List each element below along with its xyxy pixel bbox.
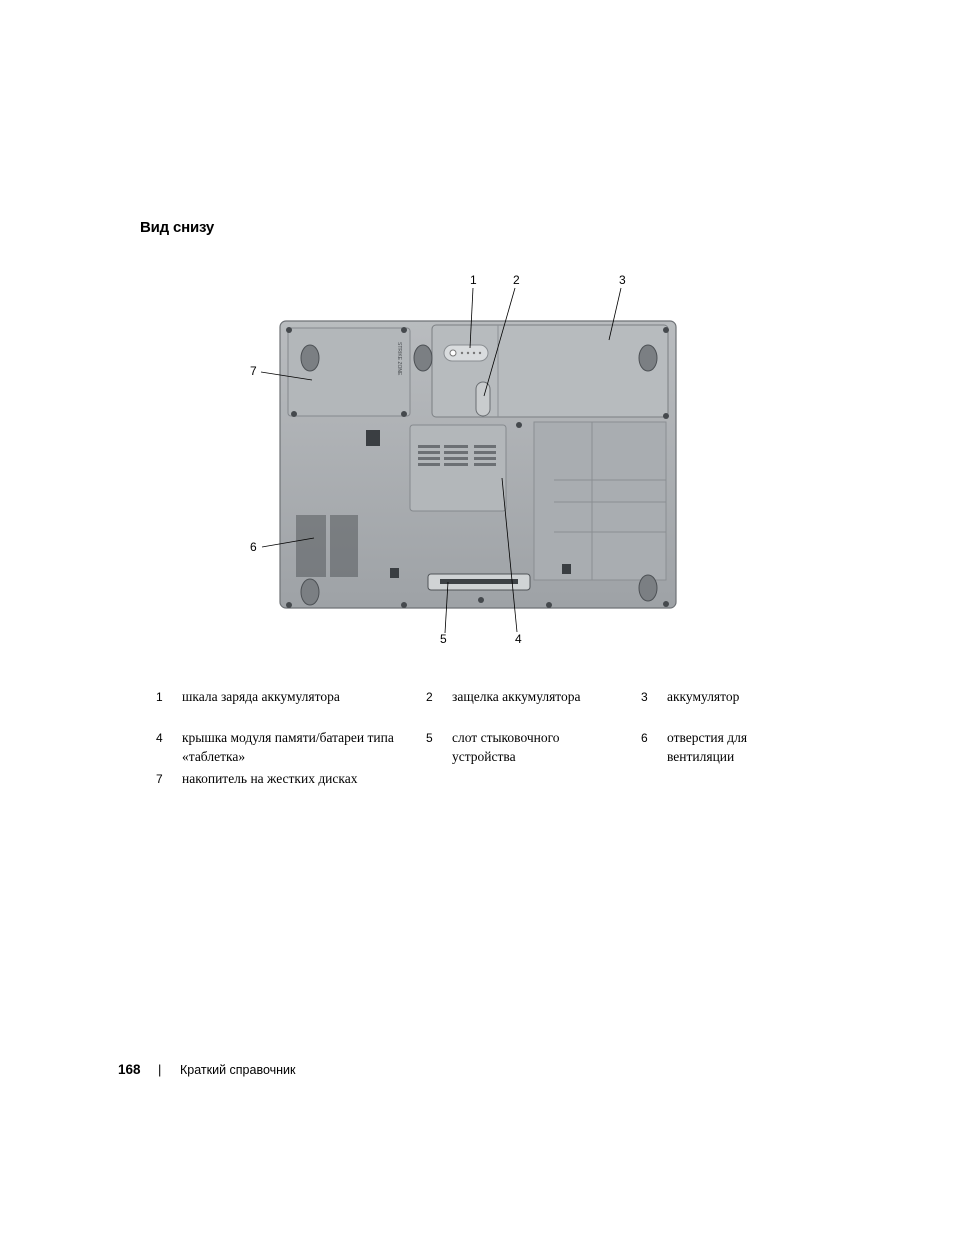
laptop-bottom-illustration — [244, 270, 684, 650]
laptop-bottom-figure — [244, 270, 684, 650]
page-number: 168 — [118, 1062, 141, 1077]
legend-row — [150, 688, 790, 729]
battery-latch — [476, 382, 490, 416]
ribbed-area — [534, 422, 666, 580]
legend-row — [150, 729, 790, 770]
memory-cover — [410, 425, 506, 511]
footer-separator: | — [158, 1062, 162, 1077]
strike-zone-label: STRIKE ZONE — [396, 342, 402, 376]
callout-3: 3 — [619, 273, 626, 287]
legend-number: 7 — [156, 772, 163, 786]
legend-number: 6 — [641, 731, 648, 745]
legend-text: крышка модуля памяти/батареи типа «таблетка» — [182, 730, 394, 764]
callout-4: 4 — [515, 632, 522, 646]
legend-table — [150, 688, 790, 794]
callout-1: 1 — [470, 273, 477, 287]
legend-number: 1 — [156, 690, 163, 704]
legend-text: аккумулятор — [667, 689, 740, 704]
callout-7: 7 — [250, 364, 257, 378]
battery-panel — [432, 325, 668, 417]
callout-6: 6 — [250, 540, 257, 554]
footer-title: Краткий справочник — [180, 1063, 296, 1077]
legend-number: 5 — [426, 731, 433, 745]
legend-text: защелка аккумулятора — [452, 689, 581, 704]
legend-number: 3 — [641, 690, 648, 704]
section-heading: Вид снизу — [140, 219, 214, 236]
legend-text: отверстия для вентиляции — [667, 730, 748, 764]
legend-text: слот стыковочного устройства — [452, 730, 560, 764]
legend-number: 4 — [156, 731, 163, 745]
legend-number: 2 — [426, 690, 433, 704]
legend-text: шкала заряда аккумулятора — [182, 689, 340, 704]
callout-5: 5 — [440, 632, 447, 646]
callout-2: 2 — [513, 273, 520, 287]
legend-text: накопитель на жестких дисках — [182, 771, 358, 786]
hdd-panel — [288, 328, 410, 416]
legend-row — [150, 770, 790, 794]
